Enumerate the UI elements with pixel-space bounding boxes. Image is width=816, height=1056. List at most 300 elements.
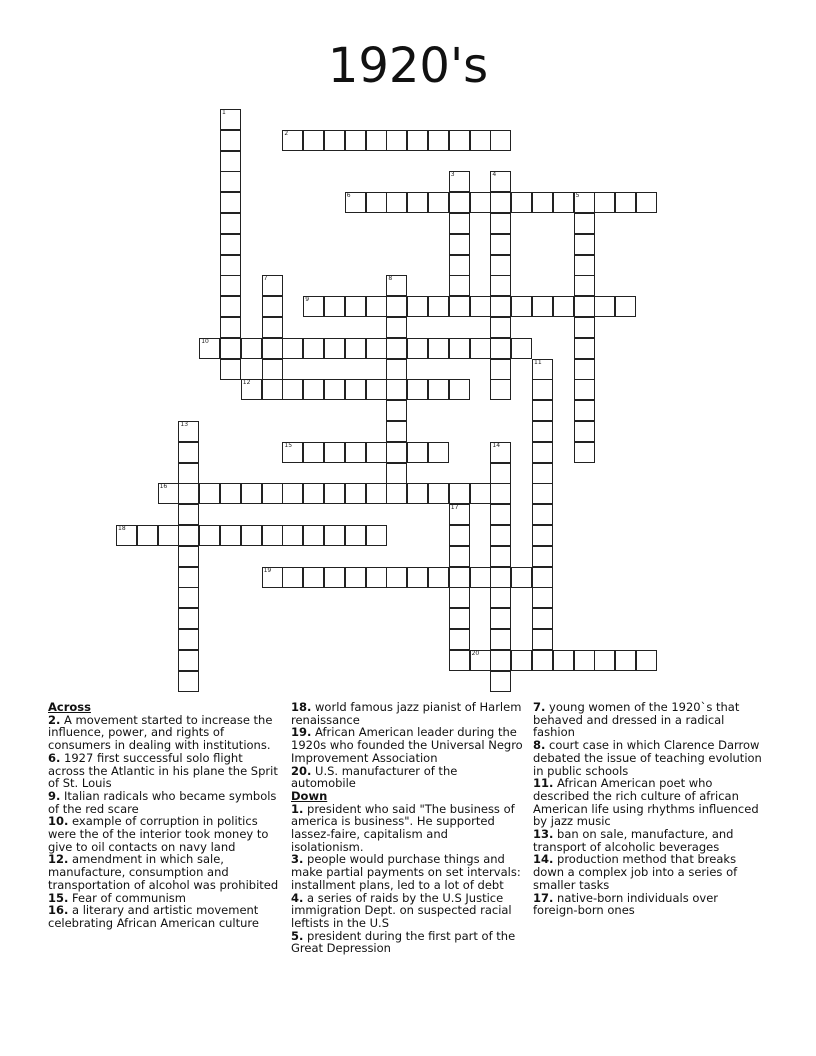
grid-cell[interactable]: [324, 379, 345, 400]
grid-cell[interactable]: [282, 379, 303, 400]
grid-cell[interactable]: [345, 296, 366, 317]
clue-text: president during the first part of the Great Depression: [291, 928, 516, 956]
down-clue: [533, 828, 765, 853]
grid-cell[interactable]: [470, 483, 491, 504]
grid-cell[interactable]: [386, 567, 407, 588]
grid-cell[interactable]: [532, 296, 553, 317]
grid-cell[interactable]: [449, 546, 470, 567]
grid-cell[interactable]: [220, 171, 241, 192]
grid-cell[interactable]: [490, 546, 511, 567]
grid-cell[interactable]: [574, 359, 595, 380]
grid-cell[interactable]: [428, 483, 449, 504]
grid-cell[interactable]: [615, 296, 636, 317]
down-header: Down: [291, 788, 328, 803]
grid-cell[interactable]: [366, 483, 387, 504]
grid-cell[interactable]: [282, 567, 303, 588]
grid-cell[interactable]: [407, 338, 428, 359]
grid-cell[interactable]: [220, 483, 241, 504]
grid-cell[interactable]: [407, 130, 428, 151]
grid-cell[interactable]: [470, 650, 491, 671]
grid-cell[interactable]: [241, 379, 262, 400]
grid-cell[interactable]: [303, 296, 324, 317]
clue-number: 15: [284, 441, 293, 449]
grid-cell[interactable]: [490, 525, 511, 546]
grid-cell[interactable]: [366, 442, 387, 463]
grid-cell[interactable]: [594, 650, 615, 671]
grid-cell[interactable]: [490, 567, 511, 588]
clue-number: 4: [492, 171, 497, 179]
grid-cell[interactable]: [490, 629, 511, 650]
clue-number: 10.: [48, 814, 69, 829]
grid-cell[interactable]: [282, 130, 303, 151]
grid-cell[interactable]: [303, 567, 324, 588]
across-clue: [291, 726, 523, 764]
grid-cell[interactable]: [178, 463, 199, 484]
grid-cell[interactable]: [262, 483, 283, 504]
grid-cell[interactable]: [532, 400, 553, 421]
grid-cell[interactable]: [158, 525, 179, 546]
grid-cell[interactable]: [574, 275, 595, 296]
grid-cell[interactable]: [532, 483, 553, 504]
clue-number: 2.: [48, 712, 61, 727]
clue-number: 7: [263, 275, 268, 283]
clue-number: 2: [284, 129, 289, 137]
across-header: Across: [48, 700, 91, 714]
grid-cell[interactable]: [158, 483, 179, 504]
grid-cell[interactable]: [386, 296, 407, 317]
clue-text: a literary and artistic movement celebrating African American culture: [48, 903, 259, 930]
grid-cell[interactable]: [428, 442, 449, 463]
grid-cell[interactable]: [574, 421, 595, 442]
grid-cell[interactable]: [449, 255, 470, 276]
grid-cell[interactable]: [345, 192, 366, 213]
grid-cell[interactable]: [449, 504, 470, 525]
grid-cell[interactable]: [345, 567, 366, 588]
grid-cell[interactable]: [178, 504, 199, 525]
across-clue: [48, 714, 280, 752]
grid-cell[interactable]: [220, 192, 241, 213]
grid-cell[interactable]: [449, 608, 470, 629]
grid-cell[interactable]: [511, 650, 532, 671]
page-title: 1920's: [327, 38, 489, 94]
clue-number: 19: [263, 566, 272, 574]
grid-cell[interactable]: [366, 525, 387, 546]
grid-cell[interactable]: [449, 483, 470, 504]
across-clue: [48, 815, 280, 853]
clue-number: 13.: [533, 827, 554, 842]
grid-cell[interactable]: [532, 421, 553, 442]
clue-number: 11.: [533, 776, 554, 791]
grid-cell[interactable]: [220, 151, 241, 172]
clue-text: A movement started to increase the influence, power, and rights of consumers in dealing with institutions.: [48, 712, 273, 753]
grid-cell[interactable]: [282, 525, 303, 546]
grid-cell[interactable]: [449, 567, 470, 588]
clue-number: 9.: [48, 788, 61, 803]
grid-cell[interactable]: [449, 629, 470, 650]
grid-cell[interactable]: [511, 567, 532, 588]
clue-text: a series of raids by the U.S Justice immigration Dept. on suspected racial leftists in the U.S: [291, 890, 512, 930]
clue-text: African American poet who described the rich culture of african American life using rhythms influenced by jazz music: [533, 776, 759, 829]
clue-text: court case in which Clarence Darrow debated the issue of teaching evolution in public schools: [533, 738, 762, 778]
grid-cell[interactable]: [303, 379, 324, 400]
down-clue: [533, 777, 765, 828]
grid-cell[interactable]: [282, 483, 303, 504]
grid-cell[interactable]: [178, 546, 199, 567]
grid-cell[interactable]: [490, 359, 511, 380]
grid-cell[interactable]: [220, 359, 241, 380]
clue-number: 20: [471, 649, 480, 657]
grid-cell[interactable]: [428, 338, 449, 359]
grid-cell[interactable]: [386, 421, 407, 442]
grid-cell[interactable]: [407, 442, 428, 463]
clue-number: 5.: [291, 928, 304, 943]
clue-text: Italian radicals who became symbols of the red scare: [48, 788, 277, 816]
clue-text: people would purchase things and make partial payments on set intervals: installment plans, led to a lot of debt: [291, 852, 521, 892]
clue-number: 18.: [291, 700, 312, 714]
grid-cell[interactable]: [490, 483, 511, 504]
grid-cell[interactable]: [324, 338, 345, 359]
clue-text: amendment in which sale, manufacture, consumption and transportation of alcohol was prohibited: [48, 852, 279, 892]
across-clue: [48, 752, 280, 790]
grid-cell[interactable]: [116, 525, 137, 546]
grid-cell[interactable]: [303, 338, 324, 359]
grid-cell[interactable]: [449, 338, 470, 359]
grid-cell[interactable]: [532, 359, 553, 380]
grid-cell[interactable]: [262, 525, 283, 546]
clue-column-2: [291, 701, 523, 955]
clue-number: 13: [180, 421, 189, 428]
grid-cell[interactable]: [594, 296, 615, 317]
clue-column-3: [533, 701, 765, 917]
grid-cell[interactable]: [574, 234, 595, 255]
grid-cell[interactable]: [490, 442, 511, 463]
grid-cell[interactable]: [241, 525, 262, 546]
grid-cell[interactable]: [574, 317, 595, 338]
grid-cell[interactable]: [574, 379, 595, 400]
grid-cell[interactable]: [324, 442, 345, 463]
grid-cell[interactable]: [220, 275, 241, 296]
grid-cell[interactable]: [324, 130, 345, 151]
grid-cell[interactable]: [615, 650, 636, 671]
clue-number: 14: [492, 441, 501, 449]
grid-cell[interactable]: [449, 275, 470, 296]
grid-cell[interactable]: [241, 483, 262, 504]
grid-cell[interactable]: [366, 567, 387, 588]
down-clue: [533, 892, 765, 917]
clue-number: 10: [201, 337, 209, 345]
grid-cell[interactable]: [532, 379, 553, 400]
grid-cell[interactable]: [470, 567, 491, 588]
grid-cell[interactable]: [574, 213, 595, 234]
clue-number: 18: [118, 525, 126, 532]
grid-cell[interactable]: [449, 171, 470, 192]
clue-number: 1.: [291, 801, 304, 816]
clue-number: 12: [242, 379, 251, 387]
grid-cell[interactable]: [220, 338, 241, 359]
across-clue: [291, 701, 523, 726]
grid-cell[interactable]: [262, 567, 283, 588]
grid-cell[interactable]: [449, 379, 470, 400]
grid-cell[interactable]: [449, 296, 470, 317]
clue-number: 11: [534, 358, 542, 366]
grid-cell[interactable]: [178, 608, 199, 629]
grid-cell[interactable]: [574, 442, 595, 463]
grid-cell[interactable]: [532, 504, 553, 525]
grid-cell[interactable]: [220, 296, 241, 317]
grid-cell[interactable]: [324, 525, 345, 546]
grid-cell[interactable]: [594, 192, 615, 213]
grid-cell[interactable]: [511, 296, 532, 317]
grid-cell[interactable]: [386, 192, 407, 213]
down-clue: [291, 853, 523, 891]
down-clue: [533, 701, 765, 739]
grid-cell[interactable]: [511, 192, 532, 213]
grid-cell[interactable]: [553, 650, 574, 671]
grid-cell[interactable]: [220, 130, 241, 151]
grid-cell[interactable]: [345, 483, 366, 504]
down-clue: [533, 739, 765, 777]
grid-cell[interactable]: [386, 338, 407, 359]
grid-cell[interactable]: [490, 463, 511, 484]
grid-cell[interactable]: [449, 234, 470, 255]
grid-cell[interactable]: [574, 296, 595, 317]
grid-cell[interactable]: [532, 629, 553, 650]
grid-cell[interactable]: [178, 671, 199, 692]
grid-cell[interactable]: [386, 317, 407, 338]
grid-cell[interactable]: [553, 296, 574, 317]
grid-cell[interactable]: [428, 296, 449, 317]
grid-cell[interactable]: [532, 567, 553, 588]
grid-cell[interactable]: [345, 338, 366, 359]
grid-cell[interactable]: [470, 192, 491, 213]
grid-cell[interactable]: [386, 359, 407, 380]
grid-cell[interactable]: [199, 483, 220, 504]
clue-text: production method that breaks down a complex job into a series of smaller tasks: [533, 852, 738, 892]
grid-cell[interactable]: [282, 442, 303, 463]
grid-cell[interactable]: [428, 192, 449, 213]
clue-text: African American leader during the 1920s who founded the Universal Negro Improvement Association: [291, 725, 523, 765]
grid-cell[interactable]: [178, 567, 199, 588]
grid-cell[interactable]: [574, 400, 595, 421]
grid-cell[interactable]: [262, 317, 283, 338]
grid-cell[interactable]: [303, 442, 324, 463]
grid-cell[interactable]: [178, 525, 199, 546]
grid-cell[interactable]: [262, 275, 283, 296]
grid-cell[interactable]: [490, 234, 511, 255]
grid-cell[interactable]: [532, 463, 553, 484]
grid-cell[interactable]: [490, 255, 511, 276]
grid-cell[interactable]: [407, 192, 428, 213]
grid-cell[interactable]: [366, 192, 387, 213]
grid-cell[interactable]: [532, 608, 553, 629]
grid-cell[interactable]: [241, 338, 262, 359]
grid-cell[interactable]: [615, 192, 636, 213]
grid-cell[interactable]: [262, 379, 283, 400]
grid-cell[interactable]: [574, 338, 595, 359]
grid-cell[interactable]: [324, 296, 345, 317]
clue-text: ban on sale, manufacture, and transport of alcoholic beverages: [533, 827, 734, 854]
clue-number: 1: [222, 109, 226, 116]
grid-cell[interactable]: [470, 296, 491, 317]
grid-cell[interactable]: [490, 171, 511, 192]
clue-number: 16.: [48, 903, 69, 918]
grid-cell[interactable]: [220, 255, 241, 276]
grid-cell[interactable]: [449, 213, 470, 234]
grid-cell[interactable]: [574, 255, 595, 276]
grid-cell[interactable]: [428, 567, 449, 588]
grid-cell[interactable]: [407, 567, 428, 588]
clue-text: world famous jazz pianist of Harlem renaissance: [291, 700, 522, 727]
grid-cell[interactable]: [303, 525, 324, 546]
clue-number: 7.: [533, 700, 546, 714]
grid-cell[interactable]: [386, 483, 407, 504]
clue-number: 8: [388, 275, 393, 283]
grid-cell[interactable]: [199, 338, 220, 359]
grid-cell[interactable]: [490, 338, 511, 359]
grid-cell[interactable]: [178, 587, 199, 608]
grid-cell[interactable]: [449, 650, 470, 671]
grid-cell[interactable]: [220, 109, 241, 130]
grid-cell[interactable]: [262, 338, 283, 359]
grid-cell[interactable]: [178, 629, 199, 650]
grid-cell[interactable]: [636, 650, 657, 671]
grid-cell[interactable]: [428, 379, 449, 400]
clue-number: 16: [159, 483, 168, 491]
grid-cell[interactable]: [532, 525, 553, 546]
grid-cell[interactable]: [386, 463, 407, 484]
down-clue: [291, 892, 523, 930]
grid-cell[interactable]: [366, 379, 387, 400]
grid-cell[interactable]: [220, 525, 241, 546]
grid-cell[interactable]: [324, 483, 345, 504]
grid-cell[interactable]: [220, 213, 241, 234]
grid-cell[interactable]: [303, 483, 324, 504]
grid-cell[interactable]: [490, 587, 511, 608]
grid-cell[interactable]: [490, 213, 511, 234]
grid-cell[interactable]: [366, 130, 387, 151]
clue-number: 20.: [291, 763, 312, 778]
grid-cell[interactable]: [386, 379, 407, 400]
grid-cell[interactable]: [345, 130, 366, 151]
grid-cell[interactable]: [490, 296, 511, 317]
clue-number: 19.: [291, 725, 312, 740]
grid-cell[interactable]: [178, 442, 199, 463]
grid-cell[interactable]: [137, 525, 158, 546]
clue-text: Fear of communism: [68, 890, 186, 905]
grid-cell[interactable]: [407, 296, 428, 317]
clue-text: president who said "The business of america is business". He supported lassez-faire, capitalism and isolationism.: [291, 801, 515, 854]
grid-cell[interactable]: [532, 650, 553, 671]
grid-cell[interactable]: [532, 546, 553, 567]
down-clue: [291, 930, 523, 955]
grid-cell[interactable]: [303, 130, 324, 151]
clue-number: 14.: [533, 852, 554, 867]
clue-number: 4.: [291, 890, 304, 905]
grid-cell[interactable]: [178, 483, 199, 504]
grid-cell[interactable]: [574, 650, 595, 671]
grid-cell[interactable]: [220, 317, 241, 338]
grid-cell[interactable]: [490, 671, 511, 692]
across-clue: [48, 853, 280, 891]
grid-cell[interactable]: [366, 296, 387, 317]
grid-cell[interactable]: [199, 525, 220, 546]
clue-number: 9: [305, 296, 310, 304]
grid-cell[interactable]: [428, 130, 449, 151]
grid-cell[interactable]: [490, 192, 511, 213]
grid-cell[interactable]: [324, 567, 345, 588]
grid-cell[interactable]: [345, 442, 366, 463]
grid-cell[interactable]: [386, 442, 407, 463]
grid-cell[interactable]: [262, 359, 283, 380]
grid-cell[interactable]: [449, 587, 470, 608]
clue-number: 12.: [48, 852, 69, 867]
grid-cell[interactable]: [490, 275, 511, 296]
grid-cell[interactable]: [574, 192, 595, 213]
grid-cell[interactable]: [407, 379, 428, 400]
across-clue: [291, 765, 523, 790]
grid-cell[interactable]: [366, 338, 387, 359]
grid-cell[interactable]: [490, 379, 511, 400]
grid-cell[interactable]: [490, 317, 511, 338]
grid-cell[interactable]: [490, 130, 511, 151]
clue-number: 17.: [533, 890, 554, 905]
clue-text: U.S. manufacturer of the automobile: [291, 763, 458, 791]
down-clue: [533, 853, 765, 891]
clue-number: 6.: [48, 750, 61, 765]
grid-cell[interactable]: [262, 296, 283, 317]
grid-cell[interactable]: [345, 525, 366, 546]
grid-cell[interactable]: [449, 130, 470, 151]
grid-cell[interactable]: [449, 192, 470, 213]
clue-number: 6: [346, 192, 351, 200]
grid-cell[interactable]: [282, 338, 303, 359]
grid-cell[interactable]: [178, 650, 199, 671]
clue-number: 8.: [533, 738, 546, 753]
down-clue: [291, 803, 523, 854]
grid-cell[interactable]: [532, 587, 553, 608]
grid-cell[interactable]: [532, 192, 553, 213]
clue-number: 5: [575, 192, 580, 200]
grid-cell[interactable]: [490, 608, 511, 629]
clue-number: 17: [450, 504, 459, 512]
grid-cell[interactable]: [636, 192, 657, 213]
across-clue: [48, 790, 280, 815]
clue-text: example of corruption in politics were the of the interior took money to give to oil contacts on navy land: [48, 814, 269, 854]
grid-cell[interactable]: [345, 379, 366, 400]
grid-cell[interactable]: [386, 400, 407, 421]
grid-cell[interactable]: [449, 525, 470, 546]
clue-column-1: [48, 701, 280, 930]
grid-cell[interactable]: [407, 483, 428, 504]
grid-cell[interactable]: [386, 275, 407, 296]
grid-cell[interactable]: [553, 192, 574, 213]
grid-cell[interactable]: [220, 234, 241, 255]
clue-text: young women of the 1920`s that behaved and dressed in a radical fashion: [533, 700, 740, 740]
grid-cell[interactable]: [386, 130, 407, 151]
grid-cell[interactable]: [511, 338, 532, 359]
grid-cell[interactable]: [470, 130, 491, 151]
clue-text: native-born individuals over foreign-born ones: [533, 890, 719, 918]
grid-cell[interactable]: [490, 650, 511, 671]
grid-cell[interactable]: [490, 504, 511, 525]
clue-number: 15.: [48, 890, 69, 905]
clue-text: 1927 first successful solo flight across the Atlantic in his plane the Sprit of St. Louis: [48, 750, 278, 791]
grid-cell[interactable]: [532, 442, 553, 463]
across-clue: [48, 904, 280, 929]
grid-cell[interactable]: [178, 421, 199, 442]
grid-cell[interactable]: [470, 338, 491, 359]
clue-number: 3: [450, 171, 455, 179]
